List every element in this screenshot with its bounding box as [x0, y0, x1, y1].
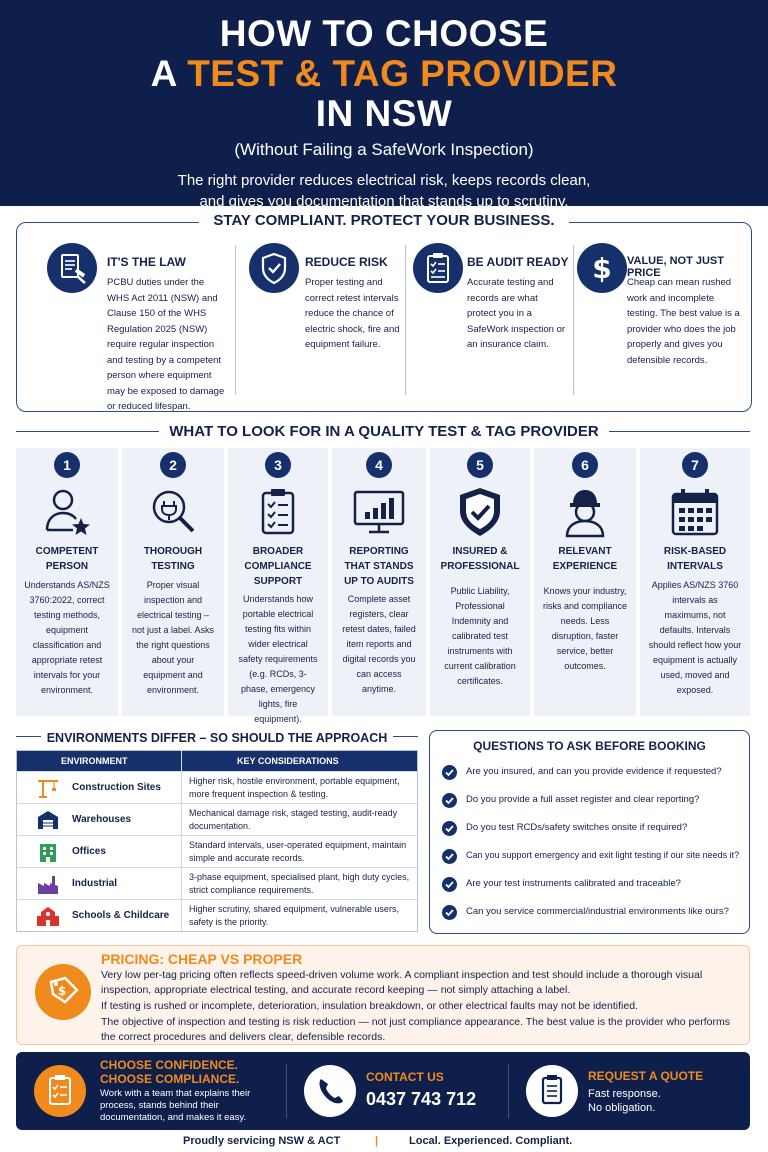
person-star-icon — [39, 484, 95, 540]
check-icon — [442, 765, 457, 780]
quote-label[interactable]: REQUEST A QUOTE — [588, 1069, 704, 1083]
svg-text:$: $ — [592, 252, 612, 285]
card-title: COMPETENT PERSON — [35, 546, 99, 572]
check-icon — [442, 849, 457, 864]
cta-banner — [16, 1052, 750, 1130]
compliance-section — [16, 212, 752, 412]
pillar-value — [565, 223, 751, 413]
card-text: Understands how portable electrical testing fits within wider electrical safety requirements (e.g. RCDs, 3-phase, emergency lights, fire equipment). — [238, 594, 318, 724]
quality-card-7 — [640, 448, 750, 716]
pricing-section — [16, 945, 750, 1045]
school-icon — [37, 906, 59, 926]
number-badge: 2 — [160, 452, 186, 478]
table-row: Schools & Childcare Higher scrutiny, shared equipment, vulnerable users, safety is the priority. — [17, 899, 417, 931]
cta-text: Work with a team that explains their process, stands behind their documentation, and makes it easy. — [100, 1088, 251, 1123]
phone-icon — [304, 1065, 356, 1117]
law-document-icon — [47, 243, 97, 293]
questions-box — [429, 730, 750, 934]
pricing-paragraph: If testing is rushed or incomplete, deterioration, insulation breakdown, or other electrical faults may not be identified. — [101, 1000, 638, 1012]
card-title: REPORTING THAT STANDS UP TO AUDITS — [344, 546, 414, 587]
hero-title-line3: IN NSW — [315, 93, 453, 134]
pillar-text: PCBU duties under the WHS Act 2011 (NSW) and Clause 150 of the WHS Regulation 2025 (NSW) require regular inspection and testing by a competent person where equipment may be exposed to damage or reduced lifespan. — [107, 277, 225, 412]
check-icon — [442, 821, 457, 836]
pillar-risk — [237, 223, 407, 413]
environments-title: ENVIRONMENTS DIFFER – SO SHOULD THE APPROACH — [16, 729, 418, 747]
crane-icon — [37, 778, 59, 798]
pillar-audit — [401, 223, 571, 413]
clipboard-checklist-icon — [413, 243, 463, 293]
price-tag-icon — [35, 964, 91, 1020]
shield-check-icon — [249, 243, 299, 293]
hard-hat-worker-icon — [557, 484, 613, 540]
number-badge: 3 — [265, 452, 291, 478]
card-title: RISK-BASED INTERVALS — [663, 546, 727, 572]
table-row: Offices Standard intervals, user-operated equipment, maintain simple and accurate records. — [17, 835, 417, 867]
number-badge: 5 — [467, 452, 493, 478]
check-icon — [442, 793, 457, 808]
card-title: RELEVANT EXPERIENCE — [552, 546, 618, 572]
card-title: BROADER COMPLIANCE SUPPORT — [244, 546, 312, 587]
footer-service-area: Proudly servicing NSW & ACT — [183, 1135, 341, 1147]
quality-card-4 — [332, 448, 426, 716]
pillar-text: Proper testing and correct retest intervals reduce the chance of electric shock, fire and equipment failure. — [305, 277, 400, 350]
clipboard-icon — [250, 484, 306, 540]
quality-card-6 — [534, 448, 636, 716]
phone-number[interactable]: 0437 743 712 — [366, 1089, 477, 1109]
number-badge: 4 — [366, 452, 392, 478]
svg-text:$: $ — [57, 984, 67, 998]
table-row: Warehouses Mechanical damage risk, staged testing, audit-ready documentation. — [17, 803, 417, 835]
number-badge: 6 — [572, 452, 598, 478]
quality-card-3 — [228, 448, 328, 724]
pricing-title: PRICING: CHEAP VS PROPER — [101, 951, 303, 967]
pillar-title: BE AUDIT READY — [467, 255, 569, 269]
pillar-text: Accurate testing and records are what protect you in a SafeWork inspection or an insurance claim. — [467, 277, 566, 350]
number-badge: 1 — [54, 452, 80, 478]
questions-title: QUESTIONS TO ASK BEFORE BOOKING — [473, 739, 706, 753]
contact-label: CONTACT US — [366, 1070, 444, 1084]
dollar-icon — [577, 243, 627, 293]
hero-title-line2: A TEST & TAG PROVIDER — [150, 53, 618, 94]
hero-title-line1: HOW TO CHOOSE — [219, 13, 549, 54]
warehouse-icon — [37, 810, 59, 830]
quality-card-5 — [430, 448, 530, 716]
office-building-icon — [37, 842, 59, 862]
card-title: THOROUGH TESTING — [143, 546, 203, 572]
card-text: Public Liability, Professional Indemnity and calibrated test instruments with current calibration certificates. — [444, 586, 516, 686]
monitor-chart-icon — [351, 484, 407, 540]
list-item: Are you insured, and can you provide evidence if requested? — [442, 763, 746, 785]
table-row: Industrial 3-phase equipment, specialised plant, high duty cycles, strict compliance requirements. — [17, 867, 417, 899]
plug-magnifier-icon — [145, 484, 201, 540]
pricing-paragraph: The objective of inspection and testing is risk reduction — not just compliance appearance. The best value is the provider who performs the correct procedures and delivers clear, defensible records. — [101, 1016, 730, 1043]
cta-heading: CHOOSE CONFIDENCE. CHOOSE COMPLIANCE. — [100, 1058, 240, 1086]
footer-tagline: Local. Experienced. Compliant. — [409, 1135, 573, 1147]
card-text: Complete asset registers, clear retest dates, failed item reports and digital records you can access anytime. — [342, 594, 416, 694]
calendar-icon — [667, 484, 723, 540]
hero-subtitle: (Without Failing a SafeWork Inspection) — [234, 140, 534, 159]
pillar-title: IT'S THE LAW — [107, 255, 186, 269]
compliance-title: STAY COMPLIANT. PROTECT YOUR BUSINESS. — [17, 212, 751, 230]
pillar-text: Cheap can mean rushed work and incomplete testing. The best value is a provider who does the job properly and gives you defensible records. — [627, 277, 740, 366]
card-text: Understands AS/NZS 3760:2022, correct testing methods, equipment classification and appropriate retest intervals for your environment. — [24, 580, 110, 695]
clipboard-checklist-icon — [34, 1065, 86, 1117]
list-item: Are your test instruments calibrated and traceable? — [442, 875, 746, 897]
environments-table — [16, 750, 418, 932]
quality-card-1 — [16, 448, 118, 716]
number-badge: 7 — [682, 452, 708, 478]
quote-text: Fast response. No obligation. — [588, 1088, 661, 1114]
shield-check-icon — [452, 484, 508, 540]
quality-title: WHAT TO LOOK FOR IN A QUALITY TEST & TAG PROVIDER — [0, 423, 768, 441]
check-icon — [442, 905, 457, 920]
footer — [0, 1132, 768, 1152]
list-item: Can you service commercial/industrial environments like ours? — [442, 903, 746, 925]
pillar-law — [33, 223, 243, 413]
list-item: Do you test RCDs/safety switches onsite if required? — [442, 819, 746, 841]
pillar-title: REDUCE RISK — [305, 255, 388, 269]
hero-banner — [0, 0, 768, 210]
table-header: ENVIRONMENT KEY CONSIDERATIONS — [17, 751, 417, 771]
footer-divider: | — [375, 1135, 379, 1147]
card-text: Knows your industry, risks and compliance needs. Less disruption, faster service, better outcomes. — [542, 586, 628, 671]
hero-description: The right provider reduces electrical risk, keeps records clean, and gives you documentation that stands up to scrutiny. — [177, 172, 591, 210]
list-item: Do you provide a full asset register and clear reporting? — [442, 791, 746, 813]
card-text: Applies AS/NZS 3760 intervals as maximums, not defaults. Intervals should reflect how your equipment is actually used, moved and exposed. — [648, 580, 742, 695]
clipboard-icon — [526, 1065, 578, 1117]
check-icon — [442, 877, 457, 892]
pillar-title: VALUE, NOT JUST PRICE — [627, 255, 724, 279]
pricing-paragraph: Very low per-tag pricing often reflects speed-driven volume work. A compliant inspection and test should include a thorough visual inspection, appropriate electrical testing, and accurate record keeping — not simply attaching a label. — [101, 969, 703, 996]
table-row: Construction Sites Higher risk, hostile environment, portable equipment, more frequent inspection & testing. — [17, 771, 417, 803]
card-title: INSURED & PROFESSIONAL — [440, 546, 520, 572]
list-item: Can you support emergency and exit light testing if our site needs it? — [442, 847, 746, 869]
quality-card-2 — [122, 448, 224, 716]
card-text: Proper visual inspection and electrical testing – not just a label. Asks the right questions about your equipment and environment. — [131, 580, 215, 695]
factory-icon — [37, 874, 59, 894]
